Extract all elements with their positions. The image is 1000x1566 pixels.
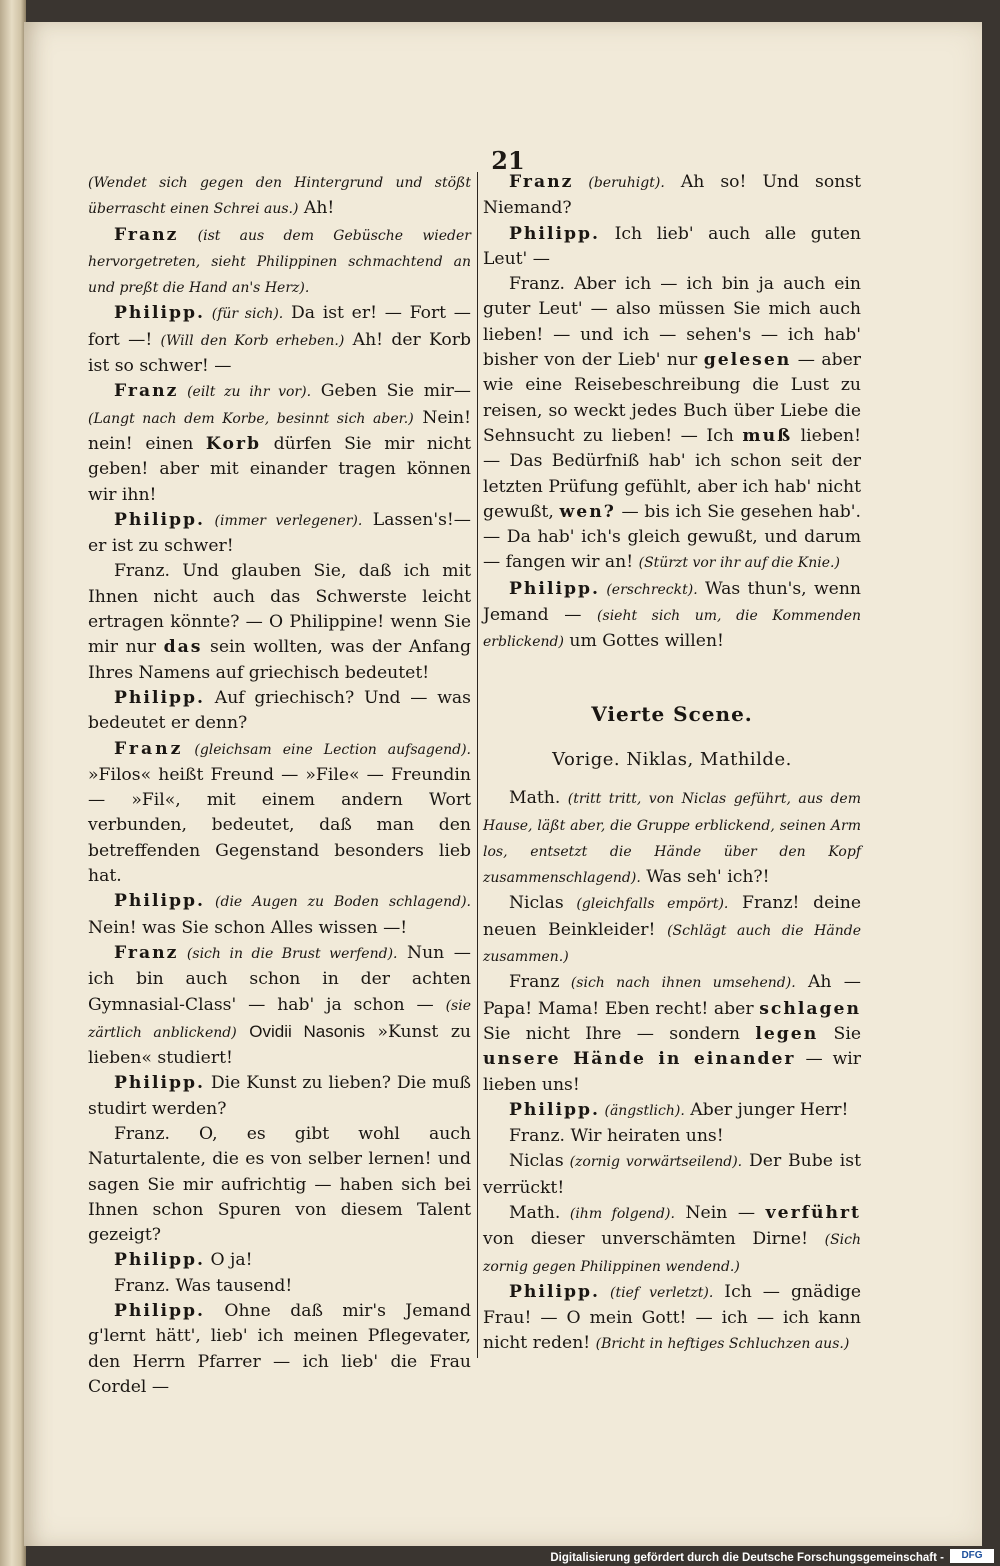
stage-direction: (Wendet sich gegen den Hintergrund und stößt überrascht einen Schrei aus.) [88, 175, 471, 218]
dialogue-paragraph [483, 891, 861, 970]
dialogue-text: Lassen's!— er ist zu schwer! [88, 509, 471, 557]
dialogue-text: Ich lieb' auch alle guten Leut' — [483, 223, 861, 269]
dialogue-paragraph [88, 1071, 471, 1122]
dialogue-paragraph [88, 223, 471, 302]
stage-direction: (ängstlich). [600, 1102, 685, 1119]
speaker-name: Philipp. [114, 509, 206, 530]
dialogue-paragraph [483, 970, 861, 1097]
stage-direction: (Will den Korb erheben.) [160, 332, 345, 349]
dialogue-text: Der Bube ist verrückt! [483, 1151, 861, 1198]
dialogue-paragraph [483, 1280, 861, 1358]
emphasized-text: schlagen [759, 998, 861, 1019]
dialogue-paragraph [88, 559, 471, 685]
emphasized-text: legen [755, 1023, 819, 1044]
stage-direction: (ihm folgend). [560, 1205, 675, 1222]
dialogue-paragraph [483, 1098, 861, 1124]
speaker-name: Franz [114, 224, 179, 245]
dialogue-text: Ah! der Korb ist so schwer! — [88, 329, 471, 377]
dialogue-text: dürfen Sie mir nicht geben! aber mit einander tragen können wir ihn! [88, 433, 471, 505]
dialogue-text: Ohne daß mir's Jemand g'lernt hätt', lieb' ich meinen Pflegevater, den Herrn Pfarrer — ich lieb' die Frau Cordel — [88, 1301, 471, 1397]
dialogue-text: Nein! was Sie schon Alles wissen —! [88, 917, 408, 938]
dialogue-text: O ja! [205, 1250, 253, 1271]
emphasized-text: muß [742, 425, 793, 446]
dialogue-paragraph [483, 222, 861, 273]
dialogue-text: »Filos« heißt Freund — »File« — Freundin — »Fil«, mit einem andern Wort verbunden, bedeutet, daß man den betreffenden Gegenstand besonders lieb hat. [88, 764, 471, 887]
dialogue-paragraph [88, 301, 471, 379]
dialogue-text: Math. [509, 788, 561, 809]
stage-direction: (Langt nach dem Korbe, besinnt sich aber.) [88, 410, 414, 427]
stage-direction: (immer verlegener). [205, 512, 363, 529]
dialogue-text: lieben! — Das Bedürfniß hab' ich schon seit der letzten Prüfung gefühlt, aber ich hab' nicht gewußt, [483, 425, 861, 522]
dialogue-paragraph [88, 686, 471, 737]
cast-list [483, 747, 861, 772]
stage-direction: (für sich). [205, 306, 284, 323]
dialogue-text: Da ist er! — Fort — fort —! [88, 303, 471, 350]
dialogue-text: Nein — [674, 1202, 766, 1223]
emphasized-text: unsere Hände in einander [483, 1049, 796, 1070]
dialogue-paragraph [88, 170, 471, 223]
dialogue-paragraph [483, 1149, 861, 1201]
dialogue-paragraph [483, 1201, 861, 1280]
dialogue-text: Nun — ich bin auch schon in der achten Gymnasial-Class' — hab' ja schon — [88, 942, 471, 1015]
speaker-name: Philipp. [509, 1281, 601, 1302]
digitization-credit: Digitalisierung gefördert durch die Deutsche Forschungsgemeinschaft - [550, 1552, 944, 1564]
dialogue-text: Ah — Papa! Mama! Eben recht! aber [483, 972, 861, 1019]
dialogue-text: Sie [818, 1023, 861, 1044]
dialogue-text: — aber wie eine Reisebeschreibung die Lust zu reisen, so weckt jedes Buch über Liebe die Sehnsucht zu lieben! — Ich [483, 350, 861, 446]
stage-direction: (zornig vorwärtseilend). [563, 1154, 743, 1171]
speaker-name: Philipp. [114, 303, 206, 324]
dialogue-text [237, 1022, 250, 1042]
emphasized-text: gelesen [703, 350, 792, 371]
dialogue-text: Auf griechisch? Und — was bedeutet er denn? [88, 687, 471, 734]
left-text-column [88, 170, 471, 1400]
speaker-name: Franz [114, 738, 184, 759]
dialogue-text: Ah! [298, 198, 335, 219]
dialogue-paragraph [88, 1122, 471, 1248]
latin-text: Ovidii Nasonis [249, 1021, 365, 1041]
dialogue-paragraph [88, 379, 471, 507]
emphasized-text: das [163, 637, 203, 658]
stage-direction: (sie zärtlich anblickend) [88, 997, 471, 1041]
speaker-name: Philipp. [114, 1301, 206, 1322]
dialogue-text: — wir lieben uns! [483, 1049, 862, 1095]
stage-direction: (Schlägt auch die Hände zusammen.) [483, 922, 861, 966]
dialogue-text: Sie nicht Ihre — sondern [483, 1023, 756, 1044]
speaker-name: Philipp. [509, 1099, 601, 1120]
dfg-logo: DFG [950, 1549, 994, 1563]
speaker-name: Philipp. [114, 1073, 206, 1094]
dialogue-paragraph [88, 1274, 471, 1299]
stage-direction: (tritt tritt, von Niclas geführt, aus dem Hause, läßt aber, die Gruppe erblickend, seinen Arm los, entsetzt die Hände über den Kopf zusammenschlagend). [483, 791, 861, 887]
dialogue-text: Franz. Wir heiraten uns! [509, 1126, 724, 1147]
dialogue-text: Vierte Scene. [591, 701, 753, 726]
stage-direction: (tief verletzt). [600, 1284, 714, 1301]
emphasized-text: wen? [559, 501, 616, 522]
previous-page-edge [0, 0, 26, 1566]
stage-direction: (ist aus dem Gebüsche wieder hervorgetreten, sieht Philippinen schmachtend an und preßt die Hand an's Herz). [88, 227, 471, 297]
dialogue-text: Franz. Aber ich — ich bin ja auch ein guter Leut' — also müssen Sie mich auch lieben! — und ich — sehen's — ich hab' bisher von der Lieb' nur [483, 274, 861, 371]
dialogue-paragraph [88, 508, 471, 560]
stage-direction: (Stürzt vor ihr auf die Knie.) [638, 555, 840, 572]
dialogue-text: Ah so! Und sonst Niemand? [483, 172, 861, 219]
dialogue-text: sein wollten, was der Anfang Ihres Namens auf griechisch bedeutet! [88, 637, 471, 683]
emphasized-text: Korb [205, 433, 262, 454]
dialogue-text: »Kunst zu lieben« studiert! [88, 1021, 471, 1069]
scene-title [483, 702, 861, 727]
dialogue-paragraph [483, 786, 861, 891]
speaker-name: Philipp. [114, 1250, 206, 1271]
dialogue-text: Franz. O, es gibt wohl auch Naturtalente, die es von selber lernen! und sagen Sie mir aufrichtig — haben sich bei Ihnen schon Spuren von diesem Talent gezeigt? [88, 1123, 471, 1246]
stage-direction: (eilt zu ihr vor). [178, 384, 312, 401]
speaker-name: Franz [114, 381, 179, 402]
speaker-name: Philipp. [114, 891, 206, 912]
dialogue-paragraph [483, 577, 861, 656]
stage-direction: (sich in die Brust werfend). [178, 945, 398, 962]
emphasized-text: verführt [765, 1202, 861, 1223]
right-text-column [483, 170, 861, 1358]
dialogue-text: Geben Sie mir— [311, 381, 471, 402]
dialogue-text: Nein! nein! einen [88, 407, 471, 454]
dialogue-paragraph [483, 272, 861, 577]
dialogue-text: Franz. Was tausend! [114, 1275, 293, 1296]
speaker-name: Franz [114, 942, 179, 963]
stage-direction: (erschreckt). [600, 581, 698, 598]
dialogue-text: Franz! deine neuen Beinkleider! [483, 893, 861, 940]
dialogue-text: Niclas [509, 893, 564, 914]
speaker-name: Franz [509, 172, 574, 192]
dialogue-text: — bis ich Sie gesehen hab'. — Da hab' ich's gleich gewußt, und darum — fangen wir an! [483, 501, 861, 573]
dialogue-text: Was thun's, wenn Jemand — [483, 578, 861, 626]
dialogue-text: Franz [509, 972, 560, 993]
dialogue-paragraph [88, 1299, 471, 1400]
stage-direction: (die Augen zu Boden schlagend). [205, 894, 471, 911]
stage-direction: (Sich zornig gegen Philippinen wendend.) [483, 1232, 861, 1275]
stage-direction: (sich nach ihnen umsehend). [559, 975, 796, 992]
dialogue-paragraph [88, 737, 471, 890]
page-number: 21 [491, 146, 525, 175]
dialogue-text: um Gottes willen! [563, 631, 724, 652]
speaker-name: Philipp. [114, 687, 206, 708]
speaker-name: Philipp. [509, 223, 601, 244]
dialogue-paragraph [88, 1248, 471, 1273]
dialogue-text: Franz. Und glauben Sie, daß ich mit Ihnen nicht auch das Schwerste leicht ertragen könnte? — O Philippine! wenn Sie mir nur [88, 561, 471, 658]
speaker-name: Philipp. [509, 578, 601, 599]
stage-direction: (Bricht in heftiges Schluchzen aus.) [595, 1336, 850, 1353]
stage-direction: (gleichfalls empört). [563, 896, 729, 913]
stage-direction: (sieht sich um, die Kommenden erblickend) [483, 608, 862, 651]
dialogue-paragraph [483, 170, 861, 222]
stage-direction: (gleichsam eine Lection aufsagend). [183, 741, 471, 758]
dialogue-paragraph [88, 889, 471, 941]
dialogue-text: Was seh' ich?! [640, 867, 770, 888]
dialogue-text: von dieser unverschämten Dirne! [483, 1229, 825, 1250]
dialogue-paragraph [483, 1124, 861, 1149]
column-divider [477, 172, 478, 1358]
dialogue-paragraph [88, 941, 471, 1071]
dialogue-text: Niclas [509, 1151, 564, 1172]
dialogue-text: Die Kunst zu lieben? Die muß studirt werden? [88, 1073, 471, 1119]
stage-direction: (beruhigt). [573, 175, 665, 191]
dialogue-text: Math. [509, 1202, 561, 1223]
dialogue-text: Aber junger Herr! [684, 1099, 849, 1120]
dialogue-text: Ich — gnädige Frau! — O mein Gott! — ich — ich kann nicht reden! [483, 1281, 862, 1354]
dialogue-text: Vorige. Niklas, Mathilde. [552, 748, 792, 770]
